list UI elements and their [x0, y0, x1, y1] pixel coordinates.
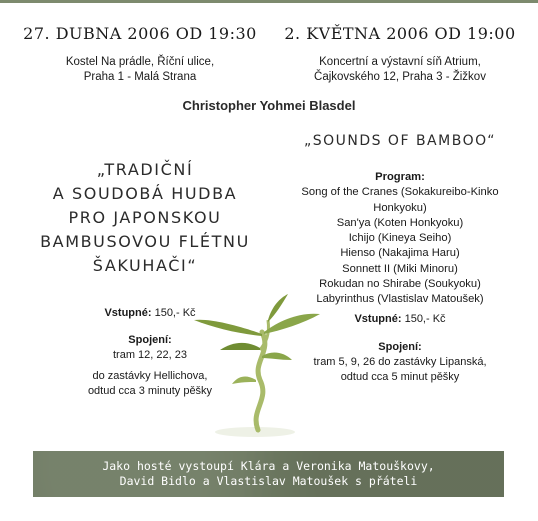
right-connection-label: Spojení: — [378, 341, 422, 353]
program-list — [270, 170, 530, 308]
left-venue-line2: Praha 1 - Malá Strana — [83, 71, 197, 83]
left-title-line: „TRADIČNÍ — [96, 160, 194, 179]
left-event-header — [15, 24, 265, 85]
right-event-header — [270, 24, 530, 85]
right-venue-line2: Čajkovského 12, Praha 3 - Žižkov — [314, 71, 486, 83]
left-connection-line3: odtud cca 3 minuty pěšky — [87, 385, 213, 397]
left-title-line: A SOUDOBÁ HUDBA — [52, 184, 238, 203]
program-item: San'ya (Koten Honkyoku) — [336, 216, 464, 229]
program-item: Hienso (Nakajima Haru) — [340, 247, 460, 260]
left-title-line: BAMBUSOVOU FLÉTNU — [40, 232, 250, 251]
program-item: Sonnett II (Miki Minoru) — [342, 262, 458, 275]
top-border — [0, 0, 538, 3]
banner-line2: David Bidlo a Vlastislav Matoušek s přáteli — [119, 474, 418, 488]
right-venue — [270, 55, 530, 85]
bamboo-plant-illustration — [180, 290, 330, 440]
right-date: 2. KVĚTNA 2006 OD 19:00 — [284, 24, 516, 43]
left-admission-label: Vstupné: — [104, 307, 152, 319]
program-item: Ichijo (Kineya Seiho) — [348, 232, 452, 245]
program-item: Honkyoku) — [373, 201, 427, 214]
left-venue — [15, 55, 265, 85]
program-item: Song of the Cranes (Sokakureibo-Kinko — [301, 186, 499, 199]
program-label: Program: — [375, 171, 425, 183]
right-admission-label: Vstupné: — [354, 313, 402, 325]
left-concert-title — [20, 158, 270, 278]
left-venue-line1: Kostel Na prádle, Říční ulice, — [65, 56, 215, 68]
artist-name: Christopher Yohmei Blasdel — [182, 98, 356, 113]
bamboo-leaf — [268, 294, 288, 322]
bamboo-leaf — [262, 353, 292, 360]
left-connection-line2: do zastávky Hellichova, — [92, 370, 208, 382]
right-connection-line1: tram 5, 9, 26 do zastávky Lipanská, — [313, 356, 487, 368]
left-connection-line1: tram 12, 22, 23 — [113, 349, 187, 361]
bamboo-leaf — [194, 320, 262, 336]
right-concert-title: „SOUNDS OF BAMBOO“ — [303, 133, 497, 149]
left-title-line: PRO JAPONSKOU — [68, 208, 222, 227]
left-connection-label: Spojení: — [128, 334, 172, 346]
right-connection-line2: odtud cca 5 minut pěšky — [340, 371, 460, 383]
right-venue-line1: Koncertní a výstavní síň Atrium, — [319, 56, 481, 68]
left-admission-value: 150,- Kč — [154, 307, 196, 319]
left-date: 27. DUBNA 2006 OD 19:30 — [23, 24, 257, 43]
guest-banner — [33, 451, 504, 497]
banner-line1: Jako hosté vystoupí Klára a Veronika Matouškovy, — [102, 459, 435, 473]
program-item: Labyrinthus (Vlastislav Matoušek) — [316, 293, 484, 306]
left-title-line: ŠAKUHAČI“ — [92, 256, 198, 275]
right-admission-value: 150,- Kč — [404, 313, 446, 325]
bamboo-leaf — [220, 343, 260, 350]
program-item: Rokudan no Shirabe (Soukyoku) — [319, 278, 481, 291]
bamboo-leaf — [232, 377, 256, 384]
